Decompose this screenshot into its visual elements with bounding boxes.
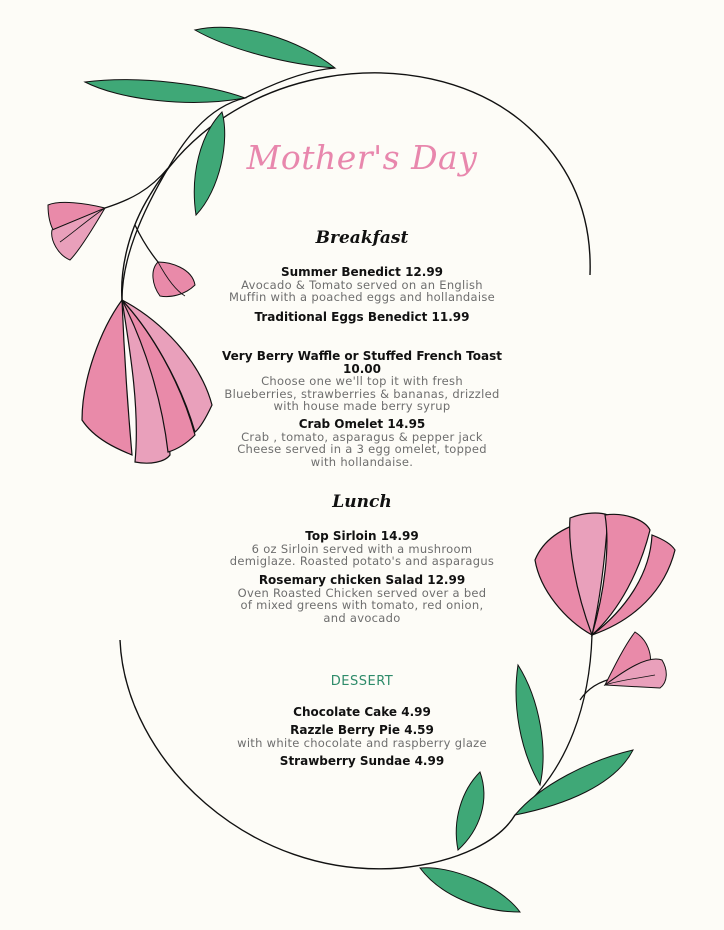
flower-decoration [48, 202, 105, 260]
menu-item [212, 706, 512, 719]
leaf-decoration [85, 80, 245, 103]
leaf-decoration [456, 772, 484, 850]
item-description: Crab , tomato, asparagus & pepper jack [241, 429, 483, 444]
item-description: Oven Roasted Chicken served over a bed [237, 585, 487, 600]
item-name-price: Crab Omelet 14.95 [298, 417, 426, 431]
item-name-price: Traditional Eggs Benedict 11.99 [254, 310, 470, 324]
leaf-decoration [195, 27, 335, 68]
flower-decoration [153, 262, 195, 297]
lunch-heading: Lunch [332, 492, 392, 512]
item-description: with hollandaise. [310, 454, 414, 469]
item-description: and avocado [323, 610, 401, 625]
item-description: with white chocolate and raspberry glaze [237, 735, 487, 750]
item-name-price: Rosemary chicken Salad 12.99 [258, 573, 466, 587]
stem [245, 68, 335, 98]
item-description: of mixed greens with tomato, red onion, [240, 598, 484, 613]
menu-item [212, 418, 512, 469]
flower-decoration [535, 513, 675, 635]
item-description: with house made berry syrup [273, 399, 451, 414]
menu-item [212, 724, 512, 749]
item-price: 10.00 [343, 361, 381, 376]
item-description: demiglaze. Roasted potato's and asparagus [229, 554, 495, 569]
leaf-decoration [420, 868, 520, 912]
breakfast-heading: Breakfast [315, 228, 409, 248]
flower-decoration [605, 632, 666, 688]
item-description: 6 oz Sirloin served with a mushroom [251, 541, 473, 556]
item-description: Blueberries, strawberries & bananas, drizzled [224, 386, 500, 401]
dessert-heading: DESSERT [330, 674, 394, 689]
menu-item [212, 266, 512, 304]
item-description: Muffin with a poached eggs and hollandaise [228, 290, 496, 305]
menu-item [212, 574, 512, 625]
item-name: Very Berry Waffle or Stuffed French Toast [222, 349, 502, 363]
stem [135, 225, 158, 262]
item-name-price: Summer Benedict 12.99 [280, 265, 444, 279]
item-description: Avocado & Tomato served on an English [241, 277, 483, 292]
item-name-price: Chocolate Cake 4.99 [293, 705, 431, 719]
menu-item [212, 311, 512, 324]
menu-item [212, 530, 512, 568]
item-name-price: Top Sirloin 14.99 [305, 529, 419, 543]
item-description: Choose one we'll top it with fresh [261, 374, 463, 388]
item-name-price: Strawberry Sundae 4.99 [279, 754, 445, 768]
leaf-decoration [516, 665, 543, 785]
menu-title: Mother's Day [246, 138, 478, 177]
item-description: Cheese served in a 3 egg omelet, topped [237, 442, 487, 457]
flower-decoration [82, 300, 212, 463]
item-name-price: Razzle Berry Pie 4.59 [290, 723, 434, 737]
menu-item [212, 755, 512, 768]
stem [105, 168, 168, 208]
menu-item [212, 350, 512, 413]
